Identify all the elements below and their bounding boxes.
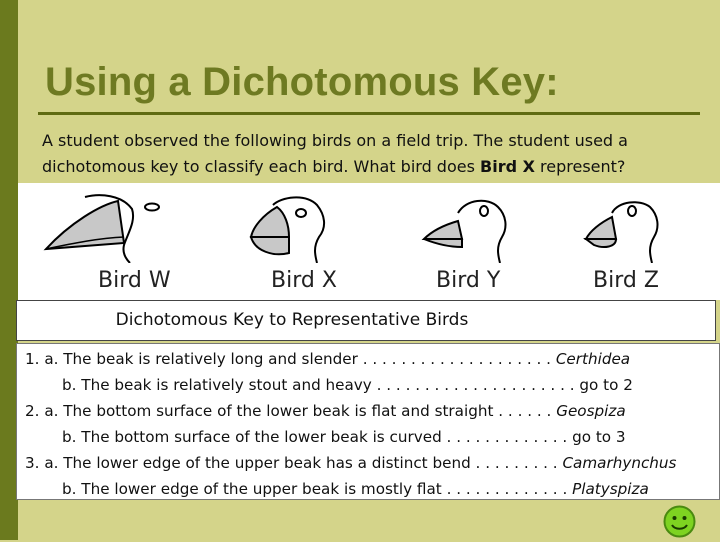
key-entry-2a <box>25 402 626 420</box>
key-entry-text: The bottom surface of the lower beak is flat and straight . . . . . . <box>63 402 557 420</box>
key-entry-text: The lower edge of the upper beak is mostly flat . . . . . . . . . . . . . <box>81 480 573 498</box>
key-title-box <box>16 300 716 341</box>
key-entry-1a <box>25 350 630 368</box>
bird-z-label: Bird Z <box>593 268 659 293</box>
key-entry-result: go to 3 <box>572 428 626 446</box>
bird-x-label: Bird X <box>271 268 337 293</box>
key-entry-result: Certhidea <box>555 350 631 368</box>
key-entry-3a <box>25 454 676 472</box>
page-title: Using a Dichotomous Key: <box>45 60 559 104</box>
smiley-icon[interactable] <box>663 505 696 538</box>
bird-w-label: Bird W <box>98 268 171 293</box>
key-entry-result: go to 2 <box>579 376 633 394</box>
key-entry-result: Camarhynchus <box>562 454 677 472</box>
key-entry-prefix: b. <box>62 428 82 446</box>
key-entry-3b <box>62 480 649 498</box>
key-entry-result: Geospiza <box>556 402 626 420</box>
key-entry-text: The bottom surface of the lower beak is curved . . . . . . . . . . . . . <box>81 428 573 446</box>
key-entry-prefix: 3. a. <box>25 454 64 472</box>
bird-y-icon <box>414 193 544 263</box>
key-entry-text: The lower edge of the upper beak has a distinct bend . . . . . . . . . <box>63 454 563 472</box>
bird-w-icon <box>40 193 190 263</box>
key-entry-prefix: 2. a. <box>25 402 64 420</box>
question-text-before: A student observed the following birds on a field trip. The student used a dichotomous key to classify each bird. What bird does <box>42 131 628 176</box>
title-underline <box>38 112 700 115</box>
key-entry-prefix: b. <box>62 480 82 498</box>
key-title: Dichotomous Key to Representative Birds <box>115 310 469 330</box>
question-text <box>42 128 682 180</box>
dichotomous-key <box>16 343 720 500</box>
key-entry-text: The beak is relatively long and slender . . . . . . . . . . . . . . . . . . . . <box>63 350 556 368</box>
bird-x-icon <box>243 193 373 263</box>
key-entry-result: Platyspiza <box>572 480 649 498</box>
bird-y-label: Bird Y <box>436 268 501 293</box>
birds-panel <box>18 183 720 300</box>
key-entry-2b <box>62 428 626 446</box>
key-entry-prefix: b. <box>62 376 82 394</box>
key-entry-text: The beak is relatively stout and heavy . . . . . . . . . . . . . . . . . . . . . <box>81 376 580 394</box>
question-text-after: represent? <box>534 157 626 176</box>
key-entry-1b <box>62 376 633 394</box>
key-entry-prefix: 1. a. <box>25 350 64 368</box>
question-bold-bird: Bird X <box>480 157 535 176</box>
bird-z-icon <box>578 193 708 263</box>
